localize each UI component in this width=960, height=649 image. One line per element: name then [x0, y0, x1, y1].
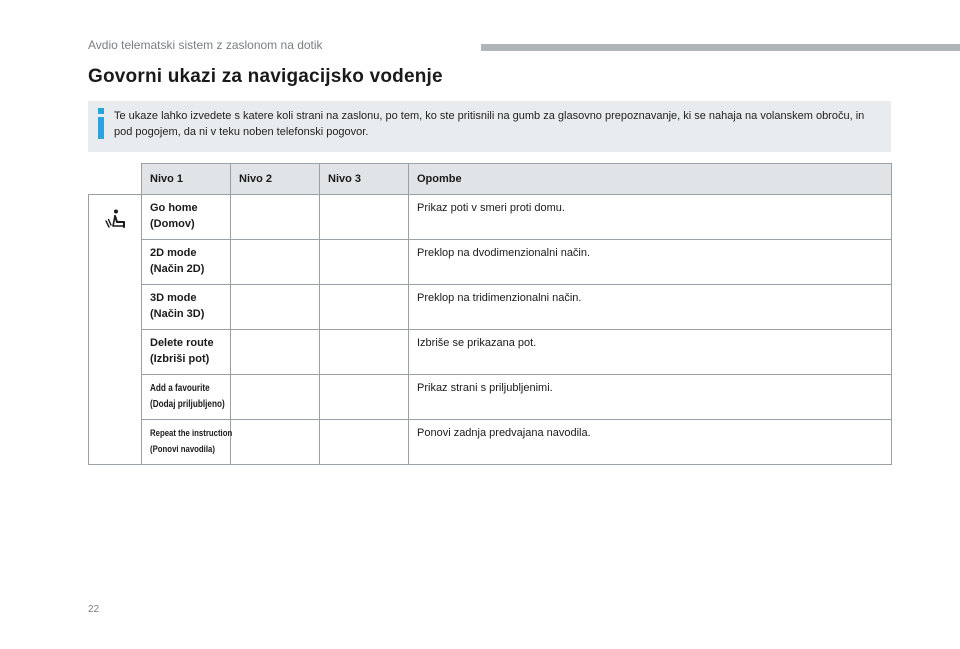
level3-cell — [320, 420, 409, 465]
table-header-level2: Nivo 2 — [231, 164, 320, 195]
level3-cell — [320, 195, 409, 240]
note-cell: Izbriše se prikazana pot. — [409, 330, 892, 375]
voice-command-icon — [103, 208, 127, 232]
info-icon — [96, 108, 106, 144]
table-header-row — [89, 164, 892, 195]
note-cell: Prikaz strani s priljubljenimi. — [409, 375, 892, 420]
table-header-level1: Nivo 1 — [142, 164, 231, 195]
table-header-level3: Nivo 3 — [320, 164, 409, 195]
level1-cell: Delete route (Izbriši pot) — [142, 330, 231, 375]
level1-cell: 2D mode (Način 2D) — [142, 240, 231, 285]
section-header: Avdio telematski sistem z zaslonom na dotik — [88, 38, 323, 52]
level1-cell: Add a favourite (Dodaj priljubljeno) — [142, 375, 231, 420]
level1-cell: Go home (Domov) — [142, 195, 231, 240]
level3-cell — [320, 285, 409, 330]
level2-cell — [231, 375, 320, 420]
page-number: 22 — [88, 604, 100, 615]
table-row — [89, 330, 892, 375]
level2-cell — [231, 420, 320, 465]
table-header-notes: Opombe — [409, 164, 892, 195]
level2-cell — [231, 240, 320, 285]
table-row — [89, 375, 892, 420]
table-row — [89, 285, 892, 330]
voice-command-table — [88, 163, 892, 465]
info-text: Te ukaze lahko izvedete s katere koli strani na zaslonu, po tem, ko ste pritisnili na gumb za glasovno prepoznavanje, ki se nahaja na volanskem obroču, in pod pogojem, da ni v teku noben telefonski pogovor. — [114, 110, 865, 138]
level1-cell: 3D mode (Način 3D) — [142, 285, 231, 330]
note-cell: Preklop na dvodimenzionalni način. — [409, 240, 892, 285]
level1-cell: Repeat the instruction (Ponovi navodila) — [142, 420, 231, 465]
table-row — [89, 195, 892, 240]
level2-cell — [231, 285, 320, 330]
level2-cell — [231, 330, 320, 375]
info-box — [88, 101, 891, 152]
icon-cell — [89, 195, 142, 465]
table-header-icon-column — [89, 164, 142, 195]
header-rule — [481, 44, 960, 51]
level3-cell — [320, 375, 409, 420]
level3-cell — [320, 330, 409, 375]
note-cell: Ponovi zadnja predvajana navodila. — [409, 420, 892, 465]
page-title: Govorni ukazi za navigacijsko vodenje — [88, 66, 443, 87]
note-cell: Preklop na tridimenzionalni način. — [409, 285, 892, 330]
level2-cell — [231, 195, 320, 240]
table-row — [89, 420, 892, 465]
level3-cell — [320, 240, 409, 285]
table-row — [89, 240, 892, 285]
note-cell: Prikaz poti v smeri proti domu. — [409, 195, 892, 240]
